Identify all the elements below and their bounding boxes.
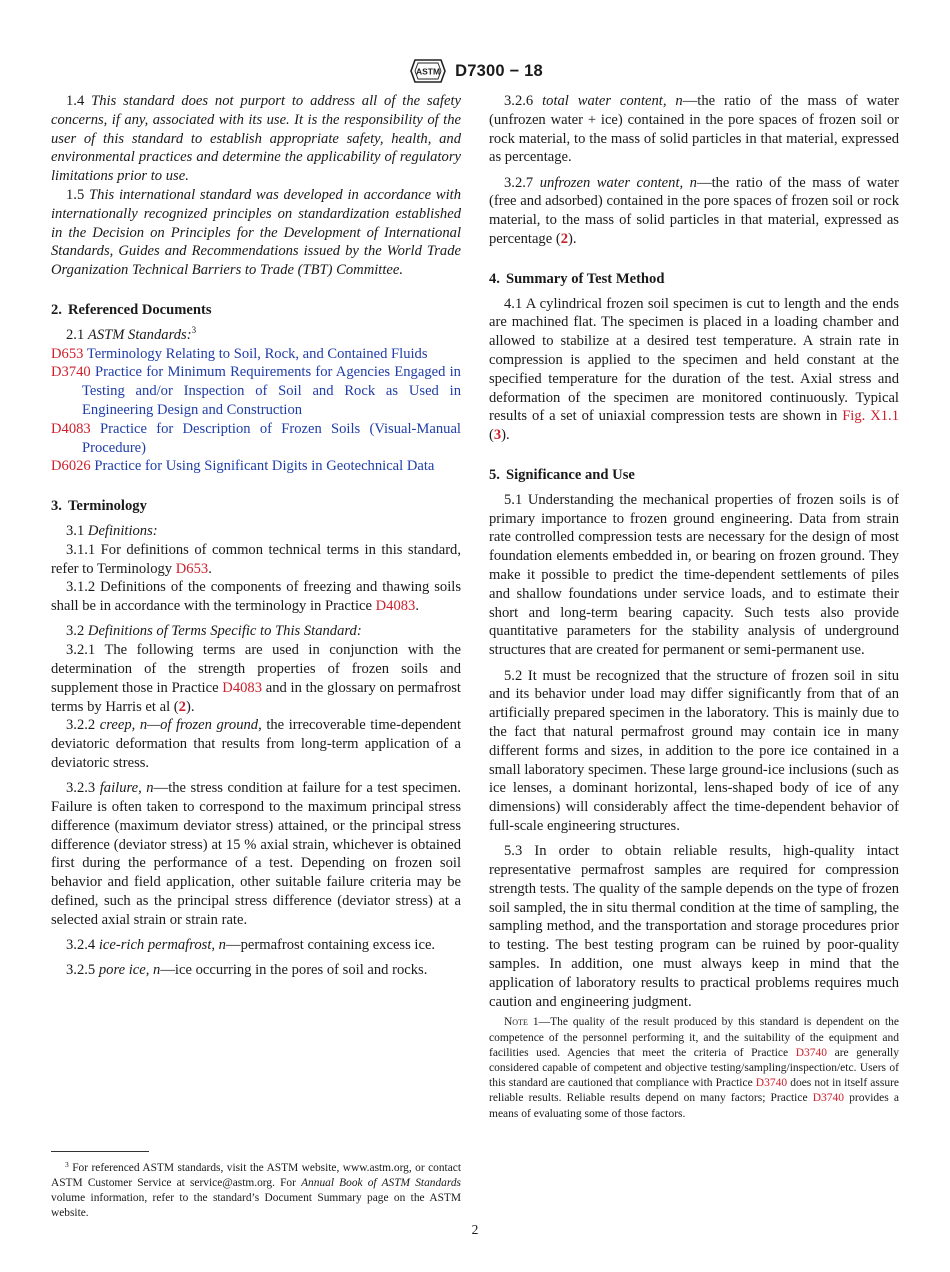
section-3-2-7: 3.2.7 unfrozen water content, n—the ratio of the mass of water (free and adsorbed) contained in the pore spaces of frozen soil or rock material, to the mass of solid particles in that material, expressed as percentage (2). [489,174,900,248]
heading-summary-of-test-method: 4. Summary of Test Method [489,270,665,287]
link-d4083[interactable]: D4083 [375,598,416,615]
section-4-1: 4.1 A cylindrical frozen soil specimen is cut to length and the ends are machined flat. The specimen is placed in a loading chamber and allowed to stabilize at a desired test temperature. A strain rate in compression is applied to the specimen and held constant at the specified temperature for the duration of the test. Axial stress and deformation of the specimen are monitored continuously. Typical results of a set of uniaxial compression tests are shown in Fig. X1.1 (3). [489,295,900,444]
link-d3740[interactable]: D3740 [755,1077,788,1090]
section-5-2: 5.2 It must be recognized that the structure of frozen soil in situ and its behavior under load may differ significantly from that of an artificially prepared specimen in the laboratory. This is mainly due to the fact that natural permafrost ground may contain ice in many different forms and sizes, in addition to the pore ice contained in a small laboratory specimen. These large ground-ice inclusions (such as ice lenses, a dominant horizontal, lens-shaped body of ice of any dimensions) will considerably affect the time-dependent behavior of full-scale engineering structures. [489,667,899,834]
citation-2[interactable]: 2 [178,698,186,715]
reference-d4083[interactable]: D4083 Practice for Description of Frozen Soils (Visual-Manual Procedure) [51,420,461,456]
heading-terminology: 3. Terminology [51,498,147,515]
heading-significance-and-use: 5. Significance and Use [489,467,635,484]
section-3-2-5: 3.2.5 pore ice, n—ice occurring in the pores of soil and rocks. [66,962,428,979]
section-1-5: 1.5 This international standard was developed in accordance with internationally recognized principles on standardization established in the Decision on Principles for the Development of International Standards, Guides and Recommendations issued by the World Trade Organization Technical Barriers to Trade (TBT) Committee. [51,186,462,279]
left-column [51,92,461,980]
astm-logo-icon [407,56,449,86]
link-d3740[interactable]: D3740 [795,1046,828,1059]
reference-d6026[interactable]: D6026 Practice for Using Significant Digits in Geotechnical Data [51,458,435,475]
reference-d3740[interactable]: D3740 Practice for Minimum Requirements for Agencies Engaged in Testing and/or Inspection of Soil and Rock as Used in Engineering Design and Construction [51,364,461,418]
section-3-2-4: 3.2.4 ice-rich permafrost, n—permafrost containing excess ice. [66,937,436,954]
section-3-2-2: 3.2.2 creep, n—of frozen ground, the irrecoverable time-dependent deviatoric deformation that results from long-term application of a deviatoric stress. [51,717,461,771]
citation-2[interactable]: 2 [560,231,568,248]
section-3-2-1: 3.2.1 The following terms are used in conjunction with the determination of the strength properties of frozen soils and supplement those in Practice D4083 and in the glossary on permafrost terms by Harris et al (2). [51,642,461,715]
link-fig-x1-1[interactable]: Fig. X1.1 [842,408,900,425]
right-column [489,92,899,1122]
section-3-2-6: 3.2.6 total water content, n—the ratio of the mass of water (unfrozen water + ice) contained in the pore spaces of frozen soil or rock material, to the mass of solid particles in that material, expressed as percentage. [489,93,899,166]
designation: D7300 − 18 [455,61,543,80]
note-1: Note 1—The quality of the result produced by this standard is dependent on the competence of the personnel performing it, and the suitability of the equipment and facilities used. Agencies that meet the criteria of Practice D3740 are generally considered capable of competent and objective testing/sampling/inspection/etc. Users of this standard are cautioned that compliance with Practice D3740 does not in itself assure reliable results. Reliable results depend on many factors; Practice D3740 provides a means of evaluating some of those factors. [489,1016,900,1120]
section-5-3: 5.3 In order to obtain reliable results, high-quality intact representative permafrost samples are required for compression strength tests. The quality of the sample depends on the type of frozen soil sampled, the in situ thermal condition at the time of sampling, the sampling method, and the transportation and storage procedures prior to testing. The best testing program can be ruined by poor-quality samples. In addition, one must always keep in mind that the application of laboratory results to practical problems requires much caution and engineering judgment. [489,843,899,1010]
link-d653[interactable]: D653 [175,560,209,577]
reference-d653[interactable]: D653 Terminology Relating to Soil, Rock, and Contained Fluids [51,345,428,362]
section-2-1: 2.1 ASTM Standards:$^3$ [66,324,197,343]
heading-referenced-documents: 2. Referenced Documents [51,301,212,318]
section-3-1-2: 3.1.2 Definitions of the components of freezing and thawing soils shall be in accordance with the terminology in Practice D4083. [51,579,461,615]
link-d3740[interactable]: D3740 [812,1092,845,1105]
citation-3[interactable]: 3 [493,427,502,444]
page-header [0,56,950,86]
footnote-divider [51,1151,149,1152]
section-3-2-3: 3.2.3 failure, n—the stress condition at failure for a test specimen. Failure is often taken to correspond to the maximum principal stress difference (maximum deviator stress) attained, or the principal stress difference (deviator stress) at 15 % axial strain, whichever is obtained first during the performance of a test. Depending on frozen soil behavior and field application, other suitable failure criteria may be defined, such as the principal stress difference (deviator stress) at a selected axial strain or strain rate. [51,780,461,928]
link-d4083[interactable]: D4083 [222,679,263,696]
section-3-1: 3.1 Definitions: [66,522,158,539]
footnote-3: $^3$ For referenced ASTM standards, visit the ASTM website, www.astm.org, or contact ASTM Customer Service at service@astm.org. For Annual Book of ASTM Standards volume information, refer to the standard’s Document Summary page on the ASTM website. [51,1160,461,1219]
astm-logo-text: ASTM [416,66,441,77]
section-1-4: 1.4 This standard does not purport to address all of the safety concerns, if any, associated with its use. It is the responsibility of the user of this standard to establish appropriate safety, health, and environmental practices and determine the applicability of regulatory limitations prior to use. [51,93,461,185]
section-5-1: 5.1 Understanding the mechanical properties of frozen soils is of primary importance to frozen ground engineering. Data from strain rate controlled compression tests are necessary for the design of most foundation elements embedded in, or bearing on frozen ground. They make it possible to predict the time-dependent settlements of piles and shallow foundations under service loads, and to estimate their short and long-term bearing capacity. Such tests also provide quantitative parameters for the stability analysis of underground structures that are created for permanent or semi-permanent use. [489,491,899,659]
section-3-2: 3.2 Definitions of Terms Specific to This Standard: [66,623,362,640]
section-3-1-1: 3.1.1 For definitions of common technical terms in this standard, refer to Terminology D653. [51,541,461,577]
page-number: 2 [471,1222,479,1237]
